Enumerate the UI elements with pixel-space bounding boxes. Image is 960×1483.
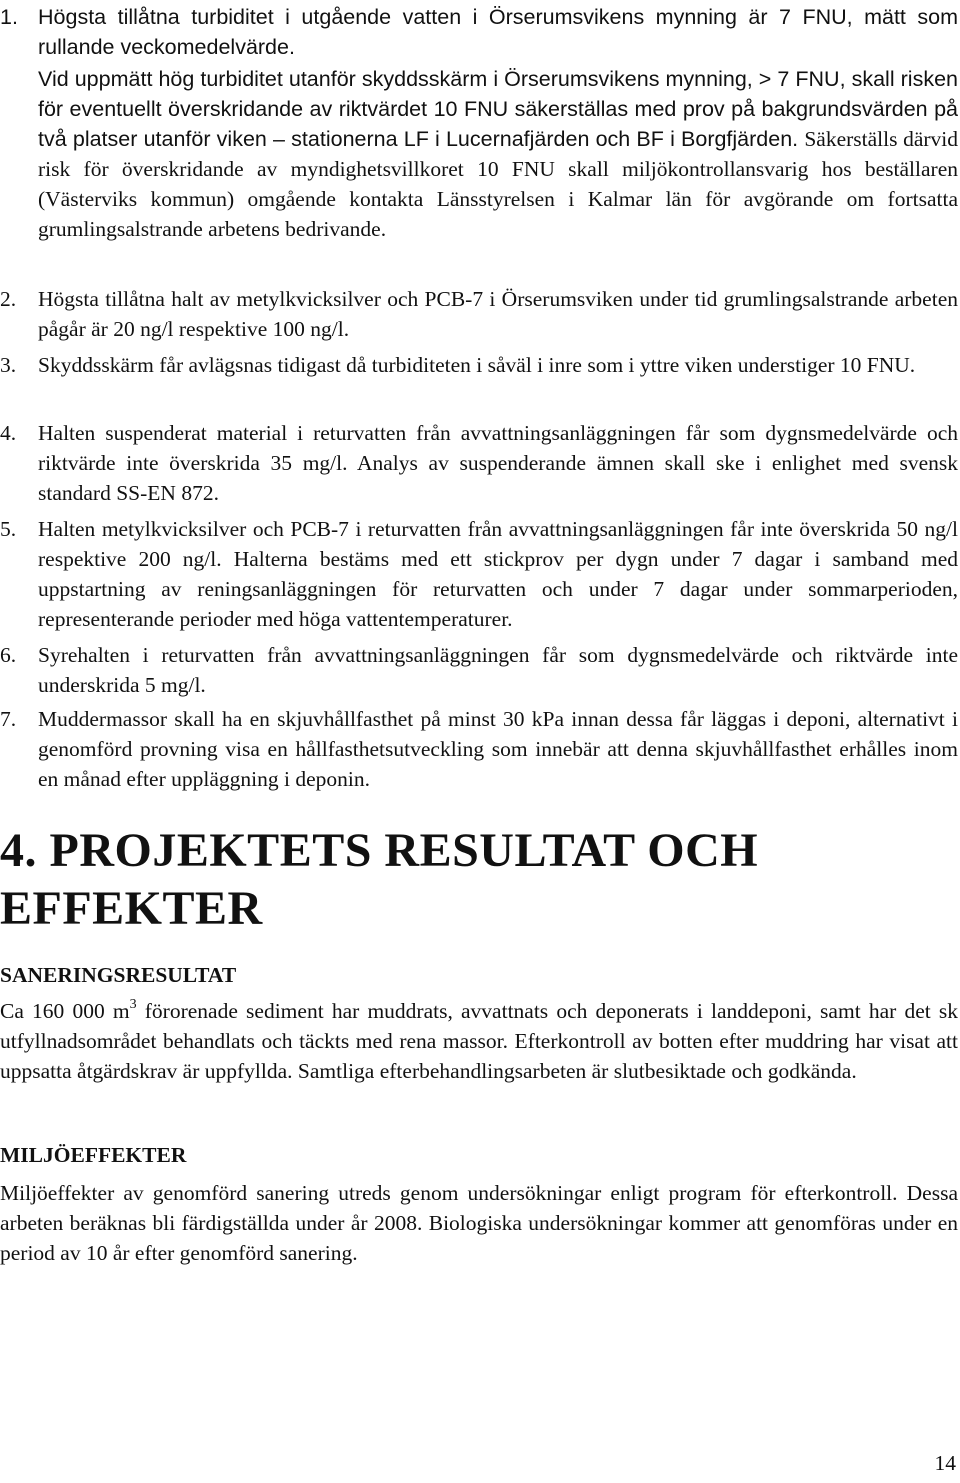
list-item-6 [0, 640, 958, 700]
section-heading-line-2: EFFEKTER [0, 882, 263, 935]
section-heading-line-1: 4. PROJEKTETS RESULTAT OCH [0, 824, 759, 877]
list-item-7 [0, 704, 958, 794]
sanering-text-start: Ca 160 000 m [0, 999, 130, 1023]
paragraph-saneringsresultat [0, 996, 958, 1086]
list-number: 2. [0, 287, 17, 311]
list-item-text: Halten metylkvicksilver och PCB-7 i returvatten från avvattningsanläggningen får inte överskrida 50 ng/l respektive 200 ng/l. Halterna bestäms med ett stickprov per dygn under 7 dagar i samband med uppstartning av reningsanläggningen för returvatten och under 7 dagar under sommarperioden, representerande perioder med höga vattentemperaturer. [38, 517, 958, 631]
sanering-text-rest: förorenade sediment har muddrats, avvattnats och deponerats i landdeponi, samt har det sk utfyllnadsområdet behandlats och täckts med rena massor. Efterkontroll av botten efter muddring har visat att uppsatta åtgärdskrav är uppfyllda. Samtliga efterbehandlingsarbeten är slutbesiktade och godkända. [0, 999, 958, 1083]
subheading-saneringsresultat: SANERINGSRESULTAT [0, 963, 237, 987]
list-item-text: Skyddsskärm får avlägsnas tidigast då turbiditeten i såväl i inre som i yttre viken understiger 10 FNU. [38, 353, 916, 377]
list-number: 7. [0, 707, 17, 731]
list-number: 1. [0, 5, 18, 29]
list-number: 5. [0, 517, 17, 541]
list-item-4 [0, 418, 958, 508]
subheading-miljoeffekter: MILJÖEFFEKTER [0, 1143, 187, 1167]
list-number: 6. [0, 643, 17, 667]
list-item-text: Högsta tillåtna turbiditet i utgående vatten i Örserumsvikens mynning är 7 FNU, mätt som rullande veckomedelvärde. [38, 5, 958, 59]
superscript-exponent: 3 [129, 996, 137, 1012]
list-number: 4. [0, 421, 17, 445]
list-item-1 [0, 2, 958, 62]
list-item-3 [0, 350, 958, 380]
list-item-5 [0, 514, 958, 634]
list-item-2 [0, 284, 958, 344]
paragraph-miljoeffekter: Miljöeffekter av genomförd sanering utreds genom undersökningar enligt program för efterkontroll. Dessa arbeten beräknas bli färdigställda under år 2008. Biologiska undersökningar kommer att genomföras under en period av 10 år efter genomförd sanering. [0, 1181, 958, 1265]
section-heading [0, 822, 960, 938]
list-item-text: Halten suspenderat material i returvatten från avvattningsanläggningen får som dygnsmedelvärde och riktvärde inte överskrida 35 mg/l. Analys av suspenderande ämnen skall ske i enlighet med svensk standard SS-EN 872. [38, 421, 958, 505]
list-item-text: Syrehalten i returvatten från avvattningsanläggningen får som dygnsmedelvärde och riktvärde inte underskrida 5 mg/l. [38, 643, 958, 697]
list-item-text: Muddermassor skall ha en skjuvhållfasthet på minst 30 kPa innan dessa får läggas i deponi, alternativt i genomförd provning visa en hållfasthetsutveckling som innebär att denna skjuvhållfasthet erhålles inom en månad efter uppläggning i deponin. [38, 707, 958, 791]
list-item-text: Högsta tillåtna halt av metylkvicksilver och PCB-7 i Örserumsviken under tid grumlingsalstrande arbeten pågår är 20 ng/l respektive 100 ng/l. [38, 287, 958, 341]
list-number: 3. [0, 353, 17, 377]
continuation-text-a: Vid uppmätt hög turbiditet utanför skyddsskärm i Örserumsvikens mynning, > 7 FNU, skall risken för eventuellt överskridande av riktvärdet 10 FNU säkerställas med prov på bakgrundsvärden på två platser utanför viken – stationerna LF i Lucernafjärden och BF i Borgfjärden. [38, 67, 958, 151]
page-number: 14 [934, 1451, 956, 1475]
list-item-1-continuation [38, 64, 958, 244]
continuation-text-b: Säkerställs därvid risk för överskridande av myndighetsvillkoret 10 FNU skall miljökontrollansvarig hos beställaren (Västerviks kommun) omgående kontakta Länsstyrelsen i Kalmar län för avgörande om fortsatta grumlingsalstrande arbetens bedrivande. [38, 127, 958, 241]
